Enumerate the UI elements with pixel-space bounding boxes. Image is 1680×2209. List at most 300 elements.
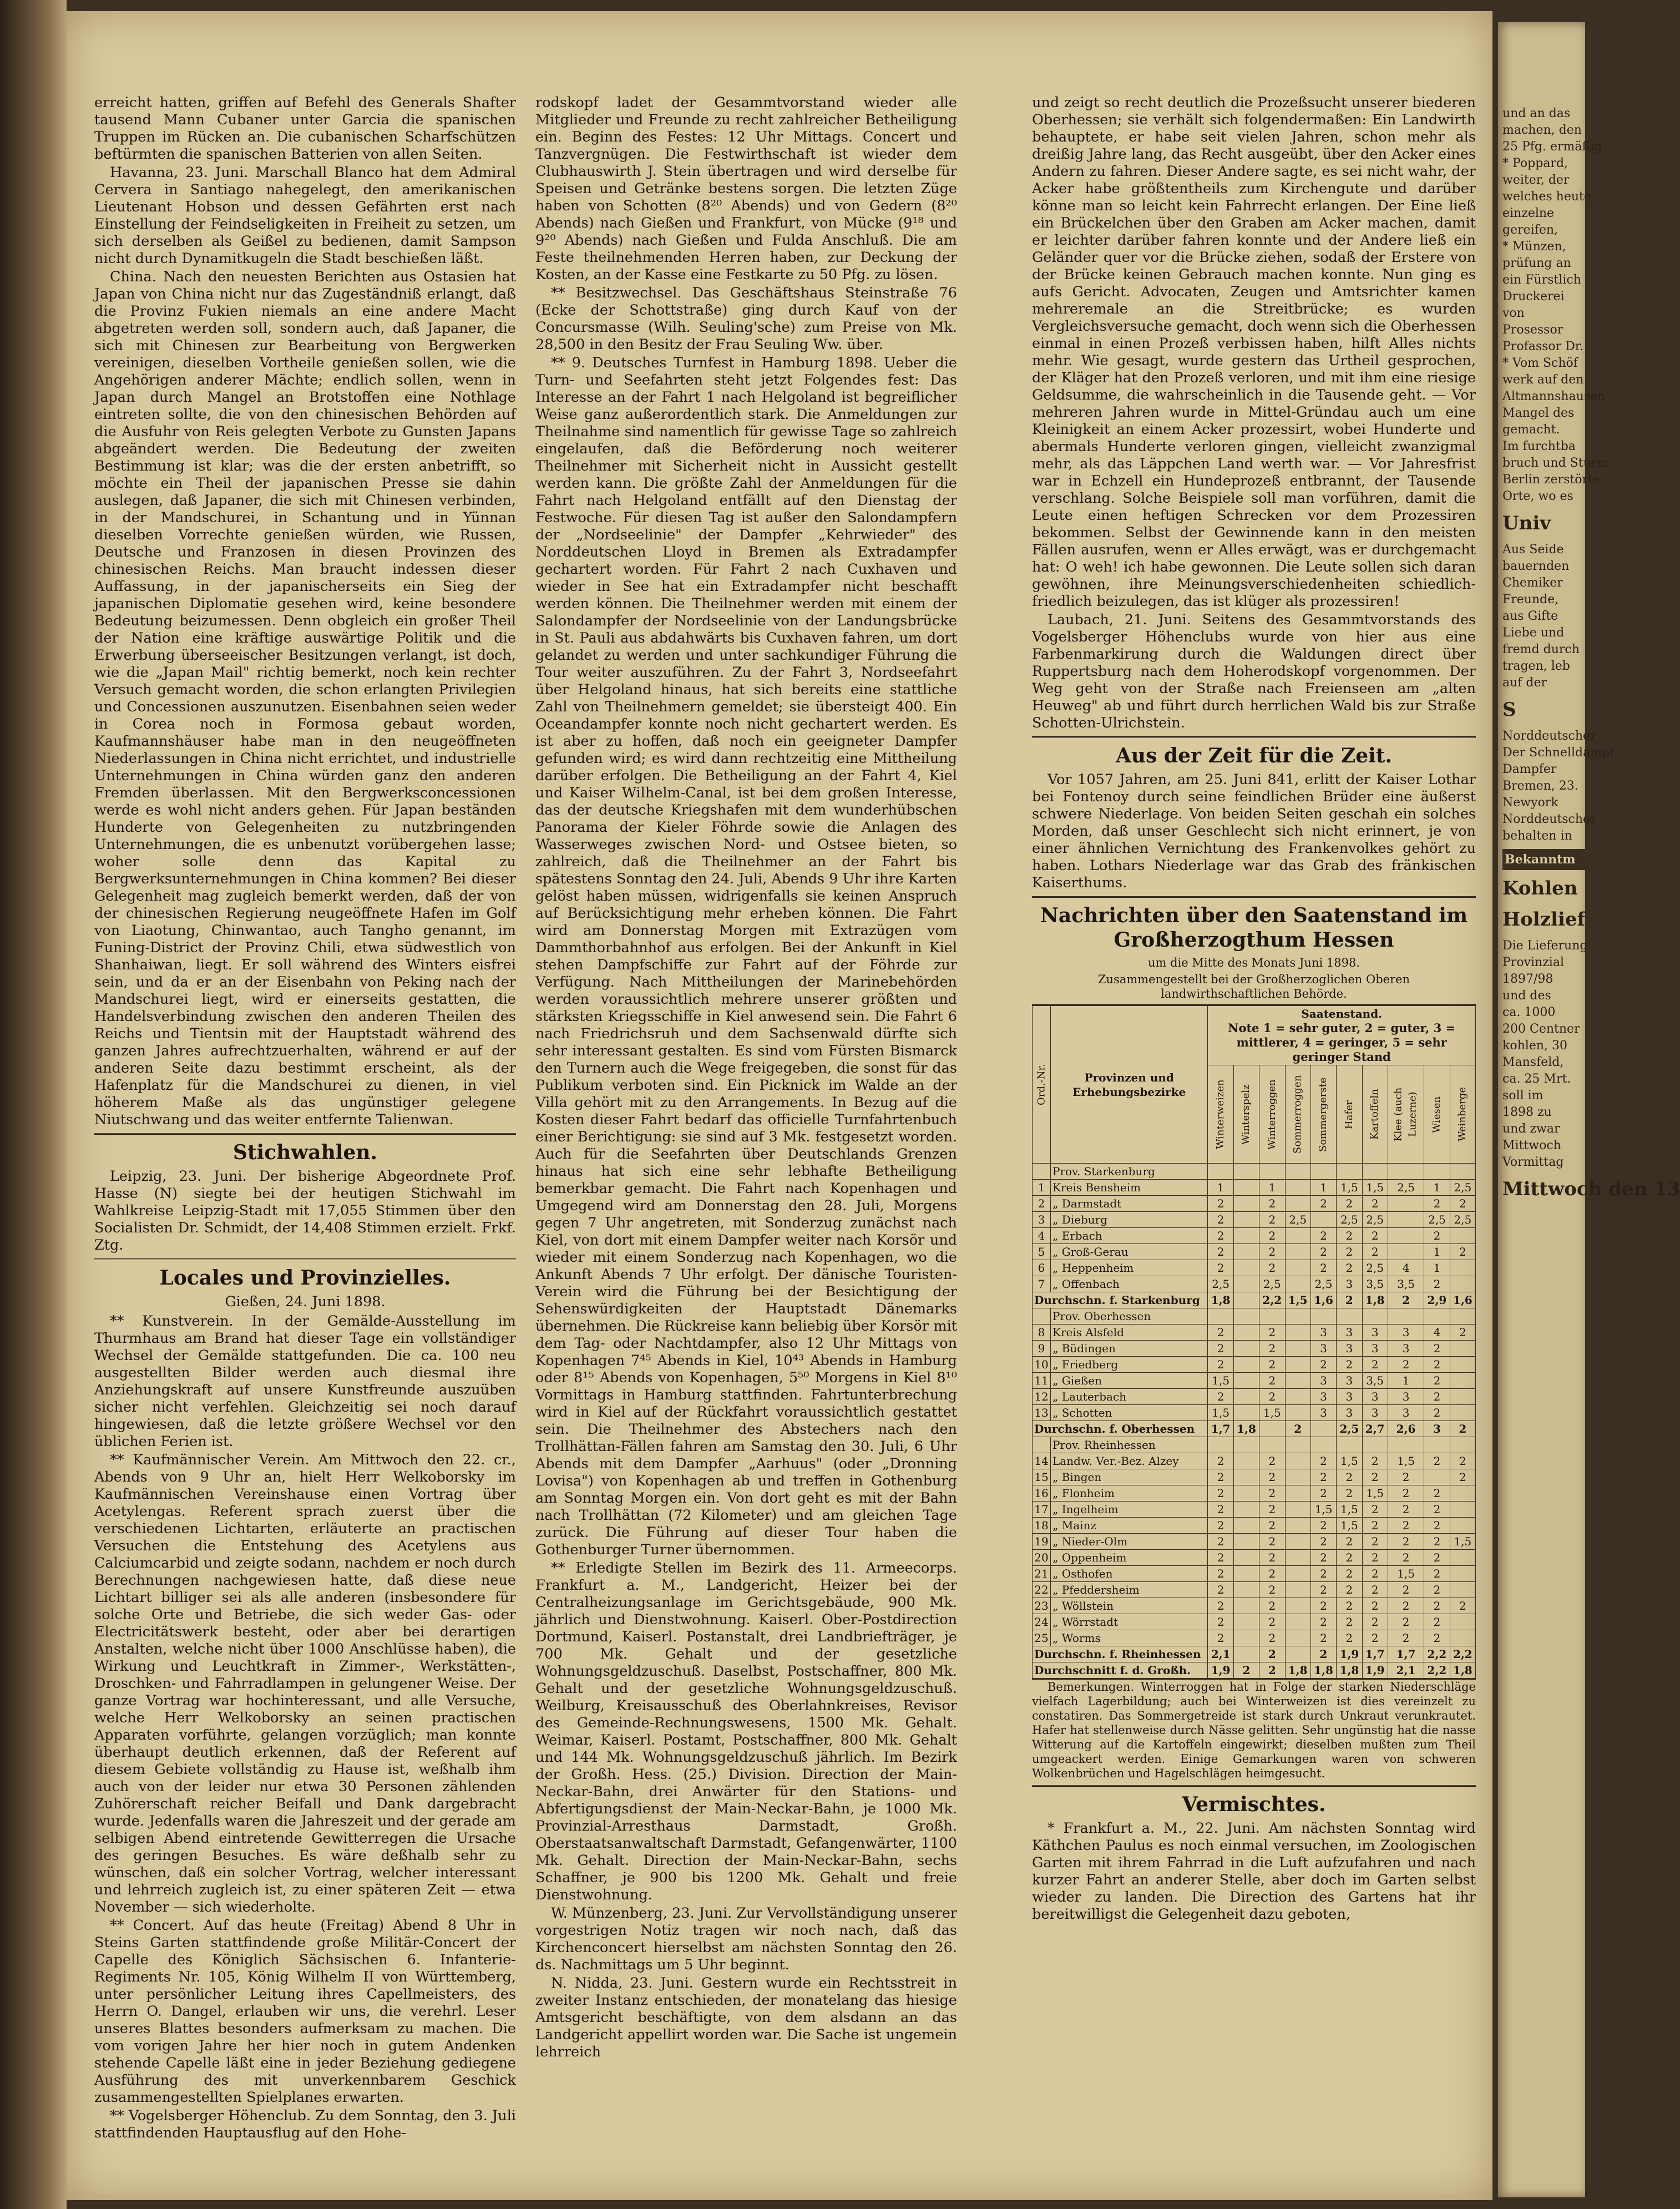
table-cell: 2,1 bbox=[1208, 1646, 1233, 1662]
article-paragraph: ** Vogelsberger Höhenclub. Zu dem Sonntag, den 3. Juli stattfindenden Hauptausflug auf den Hohe- bbox=[94, 2107, 516, 2141]
table-cell: 2 bbox=[1208, 1453, 1233, 1469]
row-number: 16 bbox=[1033, 1485, 1051, 1502]
table-cell: 2,9 bbox=[1424, 1292, 1450, 1308]
edge-line: welches heute bbox=[1502, 190, 1591, 204]
table-cell: 2 bbox=[1424, 1357, 1450, 1373]
table-cell: 2 bbox=[1310, 1260, 1336, 1276]
table-cell: 2 bbox=[1362, 1244, 1388, 1260]
table-cell: 1,8 bbox=[1337, 1662, 1362, 1679]
table-cell: 2 bbox=[1208, 1485, 1233, 1502]
table-cell: 1,5 bbox=[1362, 1180, 1388, 1196]
table-cell bbox=[1310, 1421, 1336, 1437]
table-cell bbox=[1233, 1485, 1259, 1502]
table-cell bbox=[1233, 1196, 1259, 1212]
table-cell bbox=[1450, 1389, 1475, 1405]
table-cell: 2 bbox=[1208, 1630, 1233, 1646]
table-cell: 2 bbox=[1424, 1389, 1450, 1405]
table-row bbox=[1033, 1550, 1476, 1566]
table-cell: 2 bbox=[1208, 1357, 1233, 1373]
table-cell: 1,8 bbox=[1310, 1662, 1336, 1679]
district-name: „ Oppenheim bbox=[1051, 1550, 1208, 1566]
edge-line: werk auf den bbox=[1502, 373, 1584, 387]
table-cell bbox=[1233, 1341, 1259, 1357]
edge-line: bruch und Sturm bbox=[1502, 456, 1609, 470]
table-cell: 1,5 bbox=[1362, 1485, 1388, 1502]
table-cell: 2 bbox=[1424, 1341, 1450, 1357]
table-cell: 2,5 bbox=[1208, 1276, 1233, 1292]
table-cell: 1,5 bbox=[1450, 1534, 1475, 1550]
district-name: „ Dieburg bbox=[1051, 1212, 1208, 1228]
edge-line: machen, den bbox=[1502, 123, 1582, 137]
table-cell: 2 bbox=[1337, 1244, 1362, 1260]
table-cell: 1,7 bbox=[1208, 1421, 1233, 1437]
district-name: Landw. Ver.-Bez. Alzey bbox=[1051, 1453, 1208, 1469]
table-row bbox=[1033, 1630, 1476, 1646]
table-cell: 2 bbox=[1424, 1534, 1450, 1550]
table-row bbox=[1033, 1196, 1476, 1212]
table-cell: 1 bbox=[1424, 1244, 1450, 1260]
table-cell: 2 bbox=[1424, 1566, 1450, 1582]
table-cell: 2 bbox=[1337, 1614, 1362, 1630]
table-cell bbox=[1285, 1180, 1310, 1196]
district-name: Kreis Bensheim bbox=[1051, 1180, 1208, 1196]
table-cell: 1 bbox=[1424, 1260, 1450, 1276]
table-cell bbox=[1233, 1518, 1259, 1534]
table-cell: 2 bbox=[1310, 1357, 1336, 1373]
source-note: Zusammengestellt bei der Großherzoglichen Oberen landwirthschaftlichen Behörde. bbox=[1097, 973, 1410, 1000]
table-cell bbox=[1233, 1325, 1259, 1341]
table-cell: 2 bbox=[1208, 1260, 1233, 1276]
edge-line: 25 Pfg. ermäßig bbox=[1502, 140, 1602, 154]
column-1 bbox=[94, 94, 516, 2143]
table-cell: 2 bbox=[1450, 1244, 1475, 1260]
edge-line: Die Lieferung bbox=[1502, 939, 1588, 953]
row-number: 22 bbox=[1033, 1582, 1051, 1598]
table-row bbox=[1033, 1485, 1476, 1502]
table-cell bbox=[1285, 1518, 1310, 1534]
table-cell: 2 bbox=[1388, 1485, 1424, 1502]
table-cell: 3 bbox=[1337, 1373, 1362, 1389]
average-label: Durchschn. f. Starkenburg bbox=[1033, 1292, 1208, 1308]
table-cell: 2 bbox=[1259, 1502, 1285, 1518]
crop-header: Winterroggen bbox=[1259, 1065, 1285, 1164]
district-name: „ Mainz bbox=[1051, 1518, 1208, 1534]
table-cell: 2 bbox=[1388, 1598, 1424, 1614]
table-cell: 2 bbox=[1450, 1196, 1475, 1212]
table-cell: 2 bbox=[1450, 1421, 1475, 1437]
edge-line: Liebe und bbox=[1502, 626, 1565, 640]
district-name: „ Flonheim bbox=[1051, 1485, 1208, 1502]
table-cell: 1,5 bbox=[1388, 1566, 1424, 1582]
edge-heading: Holzlief bbox=[1502, 908, 1586, 931]
table-cell: 2,5 bbox=[1450, 1212, 1475, 1228]
table-cell: 2 bbox=[1310, 1630, 1336, 1646]
row-number: 7 bbox=[1033, 1276, 1051, 1292]
table-cell: 2 bbox=[1450, 1598, 1475, 1614]
edge-line: Mansfeld, bbox=[1502, 1055, 1564, 1069]
table-cell: 2 bbox=[1388, 1502, 1424, 1518]
article-paragraph: rodskopf ladet der Gesammtvorstand wieder alle Mitglieder und Freunde zu recht zahlreicher Betheiligung ein. Beginn des Festes: 12 Uhr Mittags. Concert und Tanzvergnügen. Die Festwirthschaft ist wieder dem Clubhauswirth J. Stein übertragen und wird derselbe für Speisen und Getränke bestens sorgen. Die letzten Züge haben von Schotten (8²⁰ Abends) und von Gedern (8²⁰ Abends) nach Gießen und Frankfurt, von Mücke (9¹⁸ und 9²⁰ Abends) nach Gießen und Fulda Anschluß. Die am Feste theilnehmenden Herren haben, zur Deckung der Kosten, an der Kasse eine Festkarte zu 50 Pfg. zu lösen. bbox=[535, 94, 957, 283]
edge-line: bauernden bbox=[1502, 559, 1570, 573]
table-cell: 1,8 bbox=[1450, 1662, 1475, 1679]
table-cell: 3 bbox=[1388, 1341, 1424, 1357]
crop-header: Sommergerste bbox=[1310, 1065, 1336, 1164]
table-cell: 1 bbox=[1388, 1373, 1424, 1389]
table-cell: 2 bbox=[1208, 1502, 1233, 1518]
table-cell: 3 bbox=[1337, 1341, 1362, 1357]
table-cell: 2 bbox=[1208, 1534, 1233, 1550]
article-paragraph: W. Münzenberg, 23. Juni. Zur Vervollständigung unserer vorgestrigen Notiz tragen wir noch nach, daß das Kirchenconcert hierselbst am nächsten Sonntag den 26. ds. Nachmittags um 5 Uhr beginnt. bbox=[535, 1905, 957, 1973]
saatenstand-table-wrap bbox=[1032, 1004, 1476, 1680]
table-cell bbox=[1285, 1260, 1310, 1276]
table-cell: 3 bbox=[1310, 1341, 1336, 1357]
edge-line: einzelne bbox=[1502, 206, 1555, 220]
edge-line: 200 Centner bbox=[1502, 1022, 1580, 1036]
header-scale-note: Note 1 = sehr guter, 2 = guter, 3 = mittlerer, 4 = geringer, 5 = sehr geringer Stand bbox=[1228, 1021, 1456, 1064]
table-cell: 2 bbox=[1208, 1518, 1233, 1534]
table-cell: 1,9 bbox=[1362, 1662, 1388, 1679]
header-saatenstand-title: Saatenstand. bbox=[1301, 1007, 1383, 1020]
table-cell bbox=[1233, 1405, 1259, 1421]
table-row bbox=[1033, 1180, 1476, 1196]
table-cell: 1 bbox=[1310, 1180, 1336, 1196]
edge-line: Aus Seide bbox=[1502, 543, 1564, 557]
table-cell: 1,5 bbox=[1337, 1453, 1362, 1469]
article-paragraph: und zeigt so recht deutlich die Prozeßsucht unserer biederen Oberhessen; sie verhält sich folgendermaßen: Ein Landwirth behauptete, er habe seit vielen Jahren, schon mehr als dreißig Jahre lang, das Recht ausgeübt, über den Acker eines Andern zu fahren. Dieser Andere sagte, es sei nicht wahr, der Acker habe größtentheils zum Kirchengute und darüber könne man so leicht kein Fahrrecht erlangen. Der Eine ließ ein Brückelchen über den Graben am Acker machen, damit er leichter darüber fahren konnte und der Andere ließ ein Geländer quer vor die Brücke ziehen, sodaß der Erstere von der Brücke keinen Gebrauch machen konnte. Nun ging es aufs Gericht. Advocaten, Zeugen und Amtsrichter kamen mehreremale an die Streitbrücke; es wurden Vergleichsversuche gemacht, doch wenn sich die Oberhessen einmal in einen Prozeß verbissen haben, hilft Alles nichts mehr. Wie gesagt, wurde gestern das Urtheil gesprochen, der Kläger hat den Prozeß verloren, und mit ihm eine riesige Geldsumme, die wahrscheinlich in die Tausende geht. — Vor mehreren Jahren wurde in Mittel-Gründau auch um eine Kleinigkeit an einem Acker prozessirt, wobei Hunderte und abermals Hunderte verloren gingen, vielleicht zwanzigmal mehr, als das Läppchen Land werth war. — Vor Jahresfrist war in Echzell ein Hundeprozeß entbrannt, der Tausende verschlang. Solche Beispiele soll man vorführen, damit die Leute einen heftigen Schrecken vor dem Prozessiren bekommen. Selbst der Gewinnende kann in den meisten Fällen ausrufen, wenn er Alles erwägt, was er durchgemacht hat: O weh! ich habe gewonnen. Die Leute sollen sich daran gewöhnen, ihre Meinungsverschiedenheiten schiedlich-friedlich beizulegen, das ist klüger als prozessiren! bbox=[1032, 94, 1476, 610]
table-cell: 1 bbox=[1208, 1180, 1233, 1196]
table-cell: 2,2 bbox=[1424, 1662, 1450, 1679]
edge-line: Chemiker bbox=[1502, 576, 1563, 590]
table-cell bbox=[1233, 1614, 1259, 1630]
table-cell: 2 bbox=[1450, 1325, 1475, 1341]
row-number: 23 bbox=[1033, 1598, 1051, 1614]
table-cell: 3 bbox=[1337, 1405, 1362, 1421]
table-cell: 3 bbox=[1424, 1421, 1450, 1437]
table-cell bbox=[1233, 1598, 1259, 1614]
table-cell: 1,9 bbox=[1208, 1662, 1233, 1679]
article-paragraph: Vor 1057 Jahren, am 25. Juni 841, erlitt der Kaiser Lothar bei Fontenoy durch seine feindlichen Brüder eine äußerst schwere Niederlage. Von beiden Seiten geschah ein solches Morden, daß unser Geschlecht sich nicht erinnert, je von einer ähnlichen Vernichtung des Frankenvolkes gehört zu haben. Lothars Niederlage war das Grab des fränkischen Kaiserthums. bbox=[1032, 771, 1476, 891]
table-row bbox=[1033, 1276, 1476, 1292]
table-cell bbox=[1233, 1212, 1259, 1228]
table-cell bbox=[1285, 1630, 1310, 1646]
edge-line: soll im bbox=[1502, 1089, 1544, 1103]
table-cell bbox=[1285, 1453, 1310, 1469]
table-cell bbox=[1388, 1212, 1424, 1228]
edge-line: gemacht. bbox=[1502, 423, 1560, 437]
table-cell: 2 bbox=[1208, 1598, 1233, 1614]
row-number: 3 bbox=[1033, 1212, 1051, 1228]
table-cell: 2,5 bbox=[1362, 1212, 1388, 1228]
table-cell: 2 bbox=[1337, 1469, 1362, 1485]
table-cell: 2,5 bbox=[1424, 1212, 1450, 1228]
table-cell: 2,5 bbox=[1259, 1276, 1285, 1292]
table-cell bbox=[1450, 1373, 1475, 1389]
average-row bbox=[1033, 1646, 1476, 1662]
average-label: Durchschn. f. Oberhessen bbox=[1033, 1421, 1208, 1437]
row-number: 21 bbox=[1033, 1566, 1051, 1582]
table-cell: 2 bbox=[1208, 1566, 1233, 1582]
total-row bbox=[1033, 1662, 1476, 1679]
table-cell: 1,7 bbox=[1362, 1646, 1388, 1662]
table-cell bbox=[1450, 1566, 1475, 1582]
table-cell: 2 bbox=[1310, 1485, 1336, 1502]
table-cell bbox=[1285, 1357, 1310, 1373]
table-cell: 3,5 bbox=[1388, 1276, 1424, 1292]
district-name: Kreis Alsfeld bbox=[1051, 1325, 1208, 1341]
table-cell: 2,2 bbox=[1259, 1292, 1285, 1308]
edge-line: ca. 25 Mrt. bbox=[1502, 1072, 1571, 1086]
table-cell: 2 bbox=[1259, 1518, 1285, 1534]
table-cell bbox=[1233, 1276, 1259, 1292]
edge-line: Newyork bbox=[1502, 796, 1558, 810]
table-cell: 2 bbox=[1208, 1325, 1233, 1341]
table-cell: 2 bbox=[1310, 1534, 1336, 1550]
header-province: Provinzen und Erhebungsbezirke bbox=[1051, 1006, 1208, 1164]
table-cell: 2 bbox=[1310, 1614, 1336, 1630]
article-paragraph: Havanna, 23. Juni. Marschall Blanco hat dem Admiral Cervera in Santiago nahegelegt, den amerikanischen Lieutenant Hobson und dessen Gefährten erst nach Einstellung der Feindseligkeiten in Freiheit zu setzen, um sich derselben als Geißel zu bedienen, damit Sampson nicht durch Dynamitkugeln die Stadt beschießen läßt. bbox=[94, 164, 516, 267]
table-cell: 1,5 bbox=[1337, 1518, 1362, 1534]
province-label: Prov. Oberhessen bbox=[1051, 1308, 1208, 1325]
table-cell: 2 bbox=[1362, 1357, 1388, 1373]
table-cell: 2 bbox=[1362, 1566, 1388, 1582]
row-number: 17 bbox=[1033, 1502, 1051, 1518]
table-cell: 2 bbox=[1424, 1276, 1450, 1292]
table-row bbox=[1033, 1357, 1476, 1373]
row-number: 8 bbox=[1033, 1325, 1051, 1341]
column-3 bbox=[1032, 94, 1476, 1924]
saatenstand-table bbox=[1032, 1005, 1476, 1679]
table-cell bbox=[1233, 1373, 1259, 1389]
district-name: „ Offenbach bbox=[1051, 1276, 1208, 1292]
article-paragraph: ** 9. Deutsches Turnfest in Hamburg 1898. Ueber die Turn- und Seefahrten steht jetzt Folgendes fest: Das Interesse an der Fahrt 1 nach Helgoland ist begreiflicher Weise ganz außerordentlich stark. Die Anmeldungen zur Theilnahme sind namentlich für gewisse Tage so zahlreich eingelaufen, daß die Beförderung noch weiterer Theilnehmer mit Sicherheit nicht in Aussicht gestellt werden kann. Die größte Zahl der Anmeldungen für die Fahrt nach Helgoland entfällt auf den Dienstag der Festwoche. Für diesen Tag ist außer den Salondampfern der „Nordseelinie" der Dampfer „Kehrwieder" des Norddeutschen Lloyd in Bremen als Extradampfer gechartert worden. Für Fahrt 2 nach Cuxhaven und wieder in See hat ein Extradampfer nicht beschafft werden können. Die Theilnehmer werden mit einem der Salondampfer der Nordseelinie von der Landungsbrücke in St. Pauli aus abdahwärts bis Cuxhaven fahren, um dort gelandet zu werden und unter sachkundiger Führung die Tour weiter auszuführen. Zu der Fahrt 3, Nordseefahrt über Helgoland hinaus, hat sich bereits eine stattliche Zahl von Theilnehmern gemeldet; sie übersteigt 400. Ein Oceandampfer konnte noch nicht gechartert werden. Es ist aber zu hoffen, daß noch ein geeigneter Dampfer gefunden wird; es wird dann rechtzeitig eine Mittheilung darüber erfolgen. Die Betheiligung an der Fahrt 4, Kiel und Kaiser Wilhelm-Canal, ist bei dem großen Interesse, das der deutsche Kriegshafen mit dem wunderhübschen Panorama der Kieler Föhrde sowie die Anlagen des Wasserweges zwischen Nord- und Ostsee bieten, so zahlreich, daß die Theilnehmer an der Fahrt bis spätestens Sonntag den 24. Juli, Abends 9 Uhr ihre Karten gelöst haben müssen, widrigenfalls sie keinen Anspruch auf Berücksichtigung mehr erheben können. Die Fahrt wird am Donnerstag Morgen mit Extrazügen vom Dammthorbahnhof aus erfolgen. Bei der Ankunft in Kiel stehen Dampfschiffe zur Fahrt auf der Föhrde zur Verfügung. Nach Mittheilungen der Marinebehörden werden voraussichtlich mehrere unserer größten und stärksten Kriegsschiffe in Kiel anwesend sein. Die Fahrt 6 nach Friedrichsruh und dem Sachsenwald dürfte sich sehr interessant gestalten. Es sind vom Fürsten Bismarck den Turnern auch die Wege freigegeben, die sonst für das Publikum verboten sind. Ein Picknick im Walde an der Villa gehört mit zu den Arrangements. In Bezug auf die Kosten dieser Fahrt bedarf das officielle Turnfahrtenbuch einer Berichtigung: sie sind auf 3 Mk. festgesetzt worden. Auch für die Seefahrten über Deutschlands Grenzen hinaus hat sich eine sehr lebhafte Betheiligung bemerkbar gemacht. Die Fahrt nach Kopenhagen und Umgegend wird am Donnerstag den 28. Juli, Morgens gegen 7 Uhr angetreten, mit Sonderzug zunächst nach Kiel, von dort mit einem Dampfer weiter nach Korsör und wieder mit einem Sonderzug nach Kopenhagen, wo die Ankunft Abends 7 Uhr erfolgt. Der dänische Touristen-Verein wird die Führung bei der Besichtigung der Sehenswürdigkeiten der Hauptstadt Dänemarks übernehmen. Die Rückreise kann beliebig über Korsör mit dem Tag- oder Nachtdampfer, also 12 Uhr Mittags von Kopenhagen 7⁴⁵ Abends in Kiel, 10⁴³ Abends in Hamburg oder 8¹⁵ Abends von Kopenhagen, 5⁵⁰ Morgens in Kiel 8¹⁰ Vormittags in Hamburg stattfinden. Fahrtunterbrechung wird in Kiel auf der Rückfahrt voraussichtlich gestattet sein. Die Theilnehmer des Abstechers nach den Trollhättan-Fällen fahren am Samstag den 30. Juli, 6 Uhr Abends mit dem Dampfer „Aarhuus" (oder „Dronning Lovisa") von Kopenhagen ab und treffen in Gothenburg am Sonntag Morgen ein. Von dort geht es mit der Bahn nach Trollhättan (72 Kilometer) und am gleichen Tage zurück. Die Führung auf dieser Tour haben die Gothenburger Turner übernommen. bbox=[535, 355, 957, 1558]
table-cell bbox=[1233, 1646, 1259, 1662]
edge-line: Der Schnelldampf bbox=[1502, 746, 1615, 760]
table-cell: 2 bbox=[1337, 1566, 1362, 1582]
section-heading-stichwahlen: Stichwahlen. bbox=[232, 1141, 378, 1164]
table-cell: 2 bbox=[1424, 1485, 1450, 1502]
table-row bbox=[1033, 1260, 1476, 1276]
table-cell: 2 bbox=[1310, 1598, 1336, 1614]
table-cell bbox=[1450, 1260, 1475, 1276]
edge-line: * Vom Schöf bbox=[1502, 356, 1578, 370]
table-cell: 2 bbox=[1310, 1244, 1336, 1260]
table-cell: 2 bbox=[1362, 1582, 1388, 1598]
table-cell: 3 bbox=[1362, 1325, 1388, 1341]
edge-line: 1897/98 bbox=[1502, 972, 1554, 986]
table-cell: 2 bbox=[1337, 1292, 1362, 1308]
header-ordnr: Ord.-Nr. bbox=[1033, 1006, 1051, 1164]
article-paragraph: Leipzig, 23. Juni. Der bisherige Abgeordnete Prof. Hasse (N) siegte bei der heutigen Stichwahl im Wahlkreise Leipzig-Stadt mit 17,055 Stimmen über den Socialisten Dr. Schmidt, der 14,408 Stimmen erzielt. Frkf. Ztg. bbox=[94, 1168, 516, 1253]
table-cell: 2 bbox=[1424, 1373, 1450, 1389]
table-cell: 2 bbox=[1424, 1228, 1450, 1244]
edge-line: und an das bbox=[1502, 107, 1571, 120]
edge-line: tragen, leb bbox=[1502, 659, 1570, 673]
table-cell: 2 bbox=[1362, 1469, 1388, 1485]
table-cell: 3 bbox=[1337, 1325, 1362, 1341]
crop-header: Sommerroggen bbox=[1285, 1065, 1310, 1164]
table-cell: 2 bbox=[1259, 1244, 1285, 1260]
table-row bbox=[1033, 1502, 1476, 1518]
table-cell bbox=[1285, 1244, 1310, 1260]
average-label: Durchschn. f. Rheinhessen bbox=[1033, 1646, 1208, 1662]
table-cell: 2 bbox=[1362, 1630, 1388, 1646]
section-heading-saatenstand: Nachrichten über den Saatenstand im Großherzogthum Hessen bbox=[1040, 904, 1468, 952]
table-cell: 2,2 bbox=[1450, 1646, 1475, 1662]
edge-line: Dampfer bbox=[1502, 762, 1557, 776]
table-cell: 2 bbox=[1259, 1566, 1285, 1582]
table-cell: 2 bbox=[1259, 1212, 1285, 1228]
table-cell: 2 bbox=[1259, 1228, 1285, 1244]
table-cell: 1,7 bbox=[1388, 1646, 1424, 1662]
table-cell: 2 bbox=[1208, 1212, 1233, 1228]
table-cell: 2 bbox=[1310, 1582, 1336, 1598]
table-cell bbox=[1388, 1244, 1424, 1260]
row-number: 9 bbox=[1033, 1341, 1051, 1357]
table-cell: 2,5 bbox=[1450, 1180, 1475, 1196]
edge-heading: S bbox=[1502, 699, 1516, 721]
table-cell: 4 bbox=[1424, 1325, 1450, 1341]
table-cell bbox=[1450, 1614, 1475, 1630]
bemerkungen: Bemerkungen. Winterroggen hat in Folge der starken Niederschläge vielfach Lagerbildung; auch bei Winterweizen ist dies vereinzelt zu constatiren. Das Sommergetreide ist stark durch Unkraut verunkrautet. Hafer hat stellenweise durch Nässe gelitten. Sehr ungünstig hat die nasse Witterung auf die Kartoffeln eingewirkt; dieselben mußten zum Theil umgeackert werden. Einige Gemarkungen waren von schweren Wolkenbrüchen und Hagelschlägen heimgesucht. bbox=[1032, 1680, 1476, 1780]
table-cell: 2 bbox=[1208, 1228, 1233, 1244]
table-cell: 2 bbox=[1362, 1614, 1388, 1630]
divider bbox=[1032, 736, 1476, 738]
district-name: „ Wörrstadt bbox=[1051, 1614, 1208, 1630]
table-cell: 2 bbox=[1208, 1196, 1233, 1212]
district-name: „ Lauterbach bbox=[1051, 1389, 1208, 1405]
table-cell: 2 bbox=[1259, 1598, 1285, 1614]
adjacent-page bbox=[1498, 22, 1680, 2197]
table-cell: 1,5 bbox=[1208, 1405, 1233, 1421]
table-cell bbox=[1285, 1502, 1310, 1518]
book-spine bbox=[0, 0, 67, 2209]
article-paragraph: China. Nach den neuesten Berichten aus Ostasien hat Japan von China nicht nur das Zugeständniß erlangt, daß die Provinz Fukien niemals an eine andere Macht abgetreten werden soll, sondern auch, daß Japaner, die sich mit Chinesen zur Bearbeitung von Bergwerken vereinigen, dieselben Vortheile genießen sollen, wie die Angehörigen anderer Mächte; endlich sollen, wenn in Japan durch Mangel an Brotstoffen eine Nothlage eintreten sollte, die von den chinesischen Behörden auf die Ausfuhr von Reis gelegten Verbote zu Gunsten Japans abgeändert werden. Die Bedeutung der zweiten Bestimmung ist klar; was die der ersten anbetrifft, so möchte ein Theil der japanischen Presse sie dahin auslegen, daß Japaner, die sich mit Chinesen verbinden, in der Mandschurei, in Schantung und in Yünnan dieselben Vorrechte genießen würden, wie Russen, Deutsche und Franzosen in diesen Provinzen des chinesischen Reichs. Man braucht indessen dieser Auffassung, in der japanischerseits ein Sieg der japanischen Diplomatie gesehen wird, keine besondere Bedeutung beizumessen. Denn obgleich ein großer Theil der Nation eine kräftige auswärtige Politik und die Erwerbung überseeischer Besitzungen verlangt, ist doch, wie die „Japan Mail" richtig bemerkt, noch kein rechter Versuch gemacht worden, die schon erlangten Privilegien und Concessionen auszunutzen. Eisenbahnen seien weder in Corea noch in Formosa gebaut worden, Kaufmannshäuser habe man in den neugeöffneten Niederlassungen in China nicht errichtet, und industrielle Unternehmungen in China würden ganz den anderen Fremden überlassen. Mit den Bergwerksconcessionen werde es wohl nicht anders gehen. Für Japan beständen Hunderte von Gelegenheiten zu nutzbringenden Unternehmungen, die es unbenutzt vorübergehen lasse; woher solle denn das Kapital zu Bergwerksunternehmungen in China kommen? Bei dieser Gelegenheit mag zugleich bemerkt werden, daß der von der chinesischen Regierung neugeöffnete Hafen im Golf von Liaotung, Chinwantao, auch Tangho genannt, im Funing-District der Provinz Chili, etwa südwestlich von Shanhaiwan, liegt. Er soll während des Winters eisfrei sein, und da er an der Eisenbahn von Peking nach der Mandschurei liegt, wird er einerseits gestatten, die Handelsverbindung zwischen den anderen Theilen des Reichs und Tientsin mit der Hauptstadt während des ganzen Jahres aufrechtzuerhalten, während er auf der anderen Seite dazu bestimmt erscheint, als der Hafenplatz für die Mandschurei zu dienen, in viel höherem Maße als das ungünstiger gelegene Niutschwang und das weiter entfernte Talienwan. bbox=[94, 269, 516, 1128]
table-cell bbox=[1233, 1534, 1259, 1550]
table-cell bbox=[1450, 1357, 1475, 1373]
edge-line: Vormittag bbox=[1502, 1155, 1564, 1169]
table-cell: 2 bbox=[1233, 1662, 1259, 1679]
article-paragraph: Laubach, 21. Juni. Seitens des Gesammtvorstands des Vogelsberger Höhenclubs wurde von hier aus eine Farbenmarkirung durch die Waldungen direct über Ruppertsburg nach dem Hoherodskopf vorgenommen. Der Weg geht von der Straße nach Freienseen am „alten Heuweg" ab und führt durch herrlichen Wald bis zur Straße Schotten-Ulrichstein. bbox=[1032, 611, 1476, 731]
table-cell bbox=[1233, 1228, 1259, 1244]
table-cell: 2,5 bbox=[1337, 1212, 1362, 1228]
crop-header: Weinberge bbox=[1450, 1065, 1475, 1164]
table-cell: 3 bbox=[1337, 1276, 1362, 1292]
edge-line: Orte, wo es bbox=[1502, 489, 1573, 503]
row-number: 20 bbox=[1033, 1550, 1051, 1566]
table-cell bbox=[1285, 1196, 1310, 1212]
edge-line: aus Gifte bbox=[1502, 609, 1558, 623]
article-paragraph: ** Erledigte Stellen im Bezirk des 11. Armeecorps. Frankfurt a. M., Landgericht, Heizer bei der Centralheizungsanlage im Gerichtsgebäude, 900 Mk. jährlich und Dienstwohnung. Kaiserl. Ober-Postdirection Dortmund, Kaiserl. Postanstalt, drei Landbriefträger, je 700 Mk. Gehalt und der gesetzliche Wohnungsgeldzuschuß. Daselbst, Postschaffner, 800 Mk. Gehalt und der gesetzliche Wohnungsgeldzuschuß. Weilburg, Kreisausschuß des Oberlahnkreises, Revisor des Gemeinde-Rechnungswesens, 1500 Mk. Gehalt. Weimar, Kaiserl. Postamt, Postschaffner, 800 Mk. Gehalt und 144 Mk. Wohnungsgeldzuschuß jährlich. Im Bezirk der Großh. Hess. (25.) Division. Direction der Main-Neckar-Bahn, drei Anwärter für den Stations- und Abfertigungsdienst der Main-Neckar-Bahn, je 1000 Mk. Provinzial-Arresthaus Darmstadt, Großh. Oberstaatsanwaltschaft Darmstadt, Gefangenwärter, 1100 Mk. Gehalt. Direction der Main-Neckar-Bahn, sechs Schaffner, je 900 bis 1200 Mk. Gehalt und freie Dienstwohnung. bbox=[535, 1560, 957, 1903]
table-cell: 2 bbox=[1310, 1469, 1336, 1485]
edge-line: Norddeutscher bbox=[1502, 812, 1596, 826]
table-cell bbox=[1450, 1228, 1475, 1244]
district-name: „ Darmstadt bbox=[1051, 1196, 1208, 1212]
edge-line: gereifen, bbox=[1502, 223, 1558, 237]
table-cell: 1,9 bbox=[1337, 1646, 1362, 1662]
table-cell: 2 bbox=[1388, 1582, 1424, 1598]
table-cell: 1,6 bbox=[1310, 1292, 1336, 1308]
table-row bbox=[1033, 1212, 1476, 1228]
divider bbox=[94, 1133, 516, 1135]
table-cell bbox=[1285, 1228, 1310, 1244]
row-number: 25 bbox=[1033, 1630, 1051, 1646]
article-paragraph: * Frankfurt a. M., 22. Juni. Am nächsten Sonntag wird Käthchen Paulus es noch einmal versuchen, im Zoologischen Garten mit ihrem Fahrrad in die Luft aufzufahren und nach kurzer Fahrt an anderer Stelle, aber doch im Garten selbst wieder zu landen. Die Direction des Gartens hat ihr bereitwilligst die Gelegenheit dazu geboten, bbox=[1032, 1820, 1476, 1923]
table-cell: 2 bbox=[1259, 1260, 1285, 1276]
table-cell: 1,8 bbox=[1285, 1662, 1310, 1679]
table-cell: 3 bbox=[1362, 1389, 1388, 1405]
table-cell bbox=[1233, 1357, 1259, 1373]
table-cell: 1,8 bbox=[1362, 1292, 1388, 1308]
table-cell bbox=[1285, 1646, 1310, 1662]
edge-heading: Mittwoch den 13 bbox=[1502, 1178, 1680, 1200]
edge-line: Norddeutscher bbox=[1502, 729, 1596, 743]
row-number: 15 bbox=[1033, 1469, 1051, 1485]
table-cell: 2 bbox=[1362, 1228, 1388, 1244]
table-cell: 2,5 bbox=[1388, 1180, 1424, 1196]
edge-line: prüfung an bbox=[1502, 256, 1571, 270]
table-cell: 2 bbox=[1337, 1582, 1362, 1598]
edge-line: Berlin zerstörte bbox=[1502, 473, 1600, 487]
article-paragraph: ** Concert. Auf das heute (Freitag) Abend 8 Uhr in Steins Garten stattfindende große Militär-Concert der Capelle des Königlich Sächsischen 6. Infanterie-Regiments Nr. 105, König Wilhelm II von Württemberg, unter persönlicher Leitung ihres Capellmeisters, des Herrn O. Dangel, erlauben wir uns, die verehrl. Leser unseres Blattes besonders aufmerksam zu machen. Die vom vorigen Jahre her hier noch in gutem Andenken stehende Capelle läßt eine in jeder Beziehung gediegene Ausführung des mit unverkennbarem Geschick zusammengestellten Spielplanes erwarten. bbox=[94, 1917, 516, 2106]
table-row bbox=[1033, 1405, 1476, 1421]
dateline: Gießen, 24. Juni 1898. bbox=[225, 1293, 386, 1310]
table-cell: 2 bbox=[1362, 1534, 1388, 1550]
total-label: Durchschnitt f. d. Großh. bbox=[1033, 1662, 1208, 1679]
table-cell: 2 bbox=[1388, 1614, 1424, 1630]
table-cell bbox=[1310, 1212, 1336, 1228]
table-cell bbox=[1450, 1405, 1475, 1421]
table-cell: 2 bbox=[1259, 1614, 1285, 1630]
table-cell: 3 bbox=[1388, 1389, 1424, 1405]
table-cell bbox=[1450, 1485, 1475, 1502]
table-cell: 2 bbox=[1310, 1453, 1336, 1469]
table-cell bbox=[1450, 1502, 1475, 1518]
table-cell: 2 bbox=[1450, 1453, 1475, 1469]
table-cell: 2 bbox=[1388, 1534, 1424, 1550]
table-cell: 2 bbox=[1259, 1196, 1285, 1212]
table-cell bbox=[1450, 1630, 1475, 1646]
table-cell: 2 bbox=[1337, 1357, 1362, 1373]
table-cell: 2 bbox=[1310, 1228, 1336, 1244]
row-number: 10 bbox=[1033, 1357, 1051, 1373]
table-cell: 2 bbox=[1259, 1341, 1285, 1357]
table-cell bbox=[1285, 1389, 1310, 1405]
table-cell bbox=[1388, 1196, 1424, 1212]
table-cell: 2 bbox=[1337, 1550, 1362, 1566]
edge-line: Altmannshausen bbox=[1502, 390, 1606, 403]
table-cell bbox=[1285, 1550, 1310, 1566]
table-cell bbox=[1285, 1614, 1310, 1630]
table-cell bbox=[1450, 1518, 1475, 1534]
average-row bbox=[1033, 1421, 1476, 1437]
table-cell: 1 bbox=[1259, 1180, 1285, 1196]
table-row bbox=[1033, 1469, 1476, 1485]
table-cell bbox=[1233, 1244, 1259, 1260]
table-cell: 2,2 bbox=[1424, 1646, 1450, 1662]
table-cell bbox=[1285, 1485, 1310, 1502]
district-name: „ Pfeddersheim bbox=[1051, 1582, 1208, 1598]
table-row bbox=[1033, 1389, 1476, 1405]
table-cell bbox=[1285, 1534, 1310, 1550]
table-cell: 2 bbox=[1208, 1582, 1233, 1598]
table-row bbox=[1033, 1566, 1476, 1582]
article-paragraph: erreicht hatten, griffen auf Befehl des Generals Shafter tausend Mann Cubaner unter Garcia die spanischen Truppen im Rücken an. Die cubanischen Scharfschützen beftürmten die spanischen Batterien von allen Seiten. bbox=[94, 94, 516, 163]
article-paragraph: ** Kaufmännischer Verein. Am Mittwoch den 22. cr., Abends von 9 Uhr an, hielt Herr Welkoborsky im Kaufmännischen Vereinshause einen Vortrag über Acetylengas. Referent sprach zuerst über die verschiedenen Lichtarten, erläuterte an practischen Versuchen die Entstehung des Acetylens aus Calciumcarbid und zeigte sodann, nachdem er noch durch Berechnungen nachgewiesen hatte, daß diese neue Lichtart billiger sei als alle anderen (insbesondere für solche Orte und Betriebe, die sich weder Gas- oder Electricitätswerk besteht, oder aber bei derartigen Anstalten, welche nicht über 1000 Anschlüsse haben), die Wirkung und Leuchtkraft in Zimmer-, Werkstätten-, Droschken- und Fahrradlampen in gelungener Weise. Der ganze Vortrag war hochinteressant, und alle Versuche, welche Herr Welkoborsky an seinen practischen Apparaten vorführte, gelangen vorzüglich; man konnte überhaupt deutlich erkennen, daß der Referent auf diesem Gebiete vollständig zu Hause ist, weßhalb ihm auch von der leider nur etwa 30 Personen zählenden Zuhörerschaft reicher Beifall und Dank dargebracht wurde. Jedenfalls waren die Jahreszeit und der gerade am selbigen Abend eintretende Gewitterregen die Ursache des geringen Besuches. Es wäre deßhalb sehr zu wünschen, daß ein solcher Vortrag, welcher interessant und lehrreich zugleich ist, zu einer späteren Zeit — etwa November — sich wiederholte. bbox=[94, 1452, 516, 1915]
table-cell: 2 bbox=[1337, 1260, 1362, 1276]
crop-header: Klee (auch Luzerne) bbox=[1388, 1065, 1424, 1164]
table-cell: 2 bbox=[1259, 1325, 1285, 1341]
edge-line: Im furchtba bbox=[1502, 439, 1576, 453]
